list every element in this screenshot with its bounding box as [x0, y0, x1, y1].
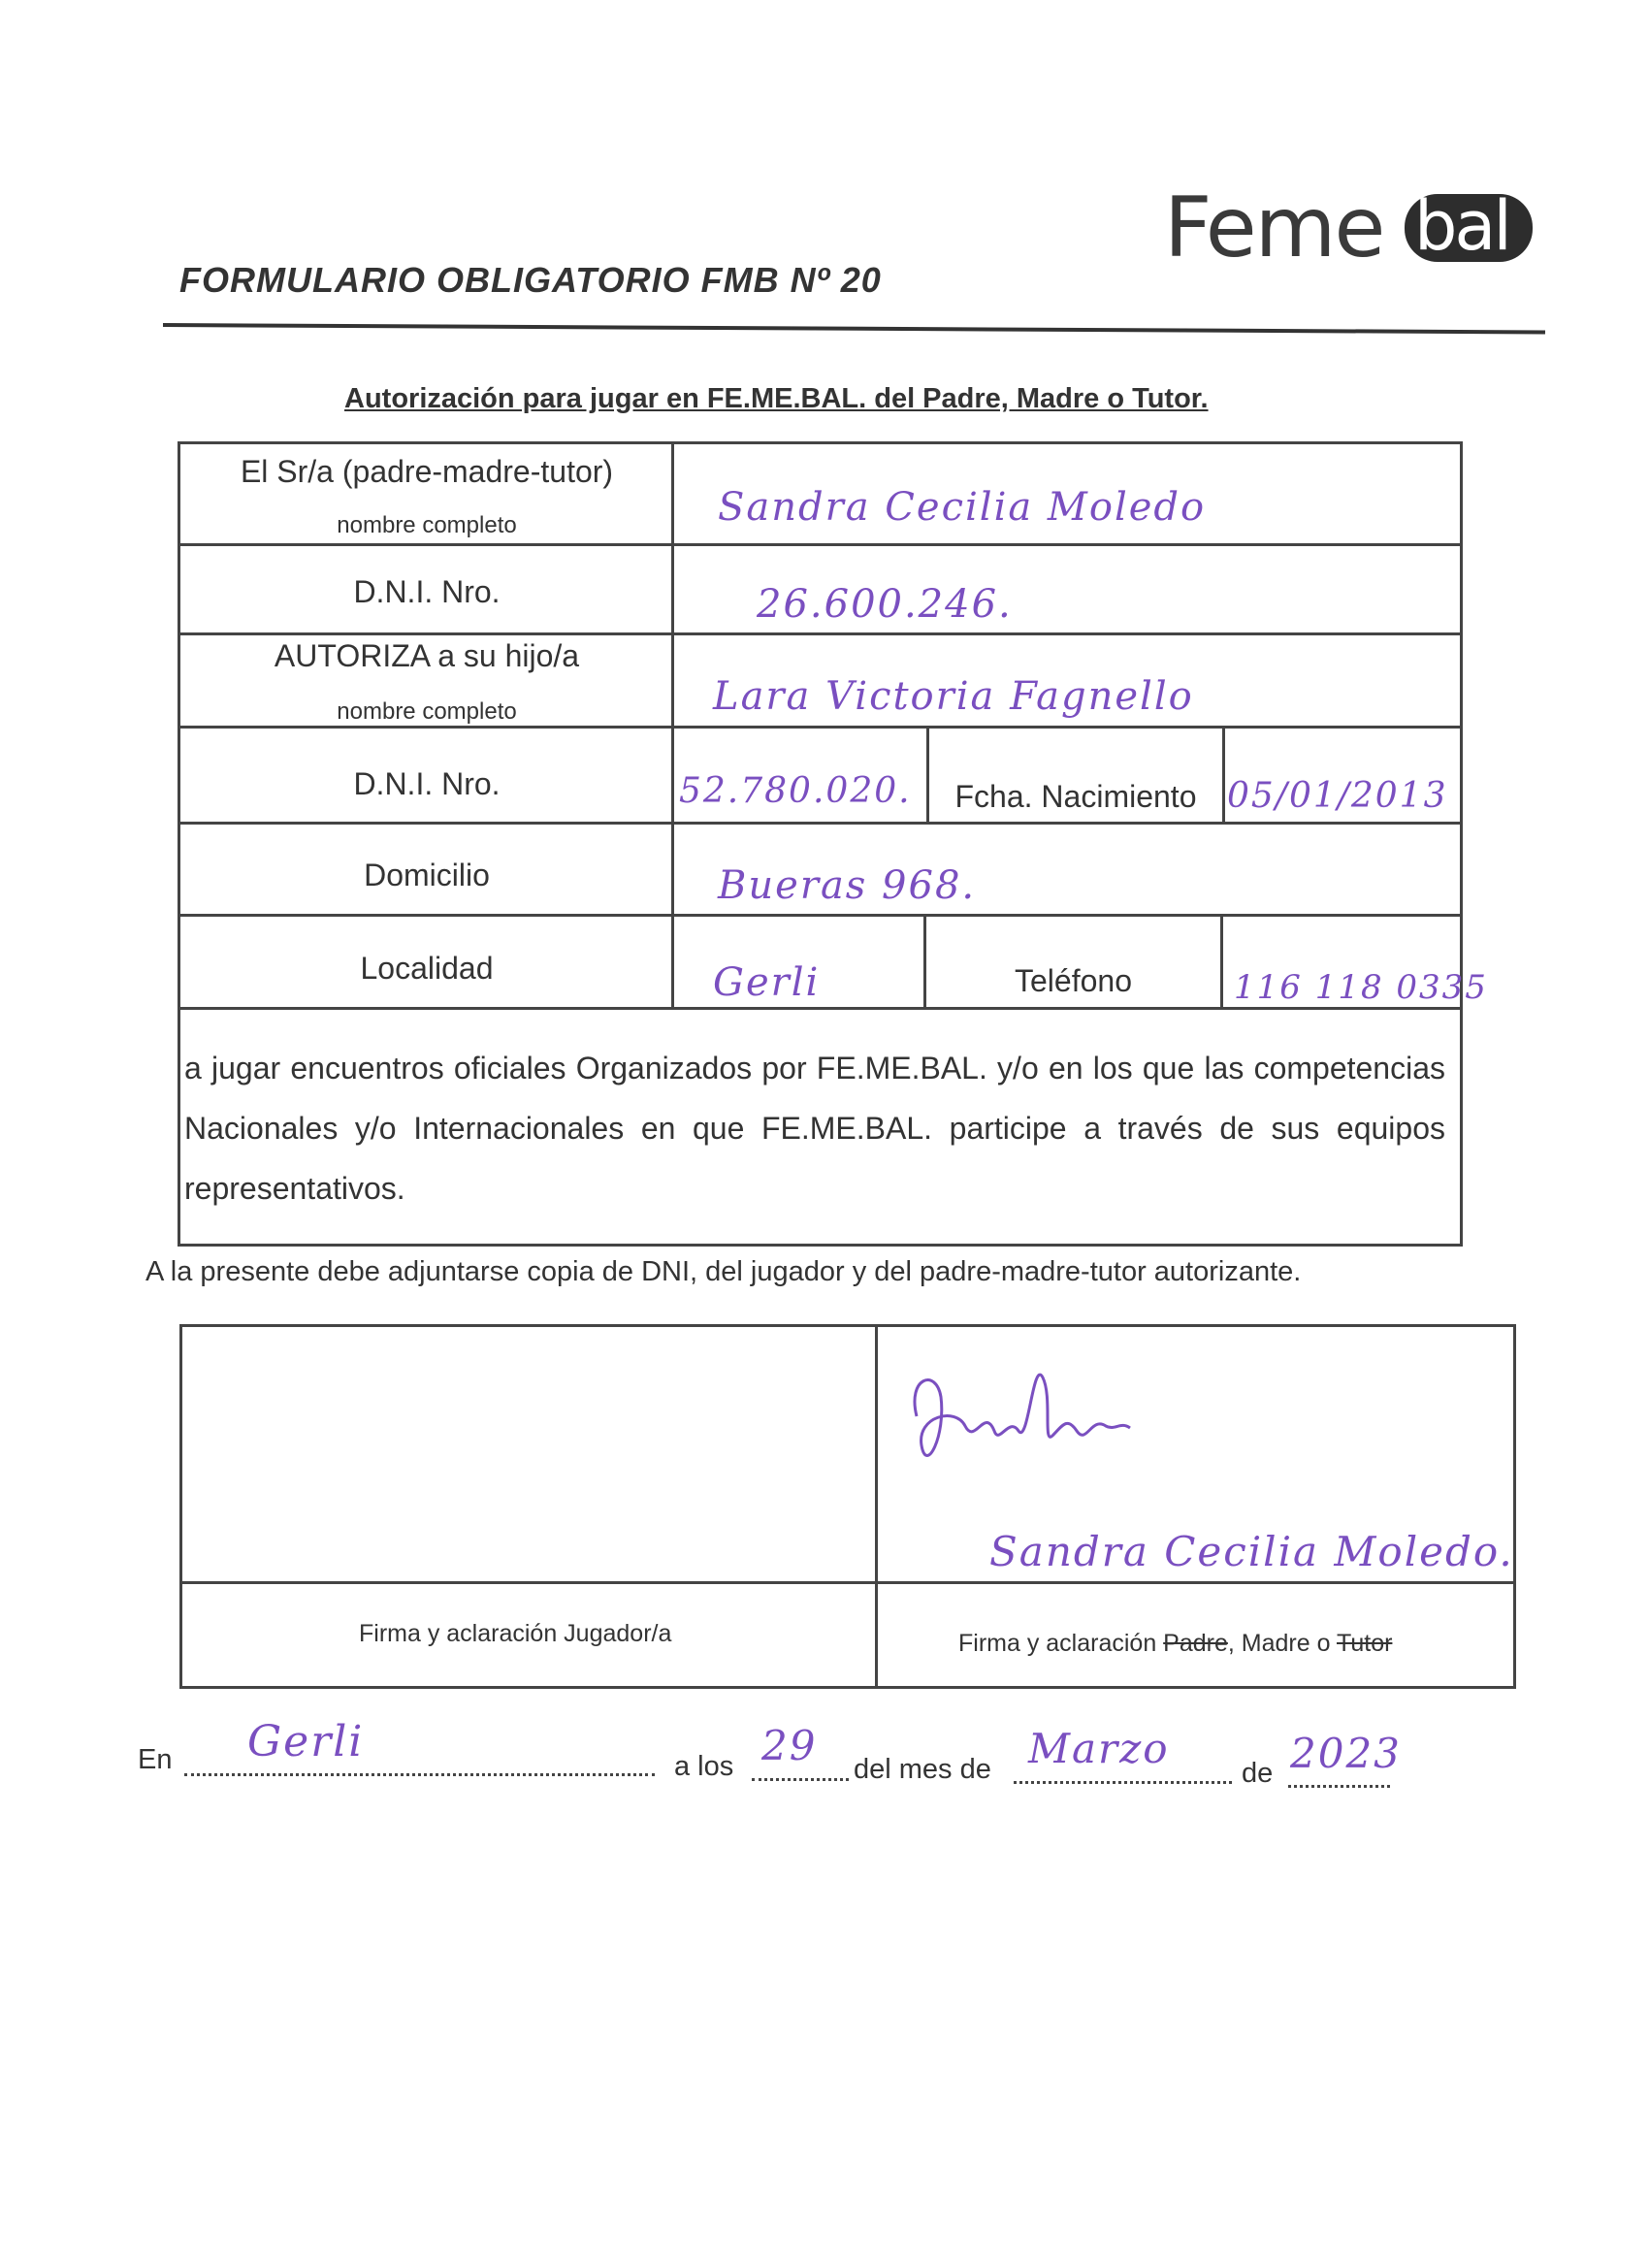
sig-row-divider [179, 1581, 1516, 1584]
phone-label-divider-right [1220, 914, 1223, 1009]
table-border-left [178, 441, 180, 1247]
mes-label: del mes de [854, 1754, 991, 1785]
parent-sig-prefix: Firma y aclaración [958, 1630, 1164, 1657]
year-dots [1288, 1785, 1390, 1788]
birth-label-divider-right [1222, 726, 1225, 822]
city-label: Localidad [360, 951, 494, 986]
en-label: En [138, 1744, 173, 1775]
address-label: Domicilio [364, 858, 490, 892]
form-number: FORMULARIO OBLIGATORIO FMB Nº 20 [179, 260, 882, 300]
header-divider [163, 323, 1545, 334]
sig-border-top [179, 1324, 1516, 1327]
table-border-bottom [178, 1244, 1463, 1247]
city-value: Gerli [713, 960, 821, 1005]
parent-label-text: El Sr/a (padre-madre-tutor) [240, 454, 614, 489]
row-divider-6 [178, 1007, 1463, 1010]
parent-sublabel: nombre completo [337, 512, 517, 538]
address-value: Bueras 968. [718, 863, 977, 908]
femebal-logo [1164, 175, 1533, 281]
place-value: Gerli [247, 1717, 365, 1766]
table-border-top [178, 441, 1460, 444]
child-sublabel: nombre completo [337, 698, 517, 725]
row-divider-4 [178, 822, 1463, 825]
child-dni-value: 52.780.020. [679, 771, 912, 811]
de-label: de [1242, 1758, 1274, 1789]
attachment-note: A la presente debe adjuntarse copia de DNI, del jugador y del padre-madre-tutor autorizante. [146, 1256, 1302, 1287]
parent-signature-label [958, 1630, 1392, 1658]
logo-box [1405, 186, 1533, 266]
parent-signature [897, 1339, 1208, 1513]
authorization-text: a jugar encuentros oficiales Organizados por FE.ME.BAL. y/o en los que las competencias Nacionales y/o Internacionales en que FE.ME.BAL. participe a través de sus equipos representativos. [184, 1051, 1445, 1206]
player-signature-label: Firma y aclaración Jugador/a [359, 1620, 672, 1647]
row-divider-5 [178, 914, 1463, 917]
parent-label [184, 454, 669, 490]
birth-value: 05/01/2013 [1227, 776, 1448, 816]
year-value: 2023 [1290, 1730, 1402, 1777]
sig-border-bottom [179, 1686, 1516, 1689]
a-los-label: a los [674, 1751, 734, 1782]
form-title: Autorización para jugar en FE.ME.BAL. del Padre, Madre o Tutor. [344, 383, 1209, 414]
logo-boxed-text: bal [1414, 186, 1509, 266]
day-value: 29 [761, 1722, 818, 1769]
parent-sig-struck-padre: Padre [1163, 1630, 1228, 1657]
parent-sig-struck-tutor: Tutor [1337, 1630, 1393, 1657]
sig-border-right [1513, 1324, 1516, 1688]
sig-border-left [179, 1324, 182, 1688]
place-dots [184, 1773, 655, 1776]
row-divider-1 [178, 543, 1463, 546]
day-dots [752, 1778, 849, 1781]
child-name-value: Lara Victoria Fagnello [713, 674, 1194, 719]
row-divider-2 [178, 632, 1463, 635]
parent-signature-clarification: Sandra Cecilia Moledo. [989, 1528, 1514, 1575]
parent-dni-value: 26.600.246. [757, 582, 1013, 627]
sig-col-divider [875, 1324, 878, 1688]
phone-value: 116 118 0335 [1234, 968, 1488, 1007]
child-label: AUTORIZA a su hijo/a [274, 638, 580, 673]
row-divider-3 [178, 726, 1463, 729]
birth-label: Fcha. Nacimiento [954, 779, 1197, 814]
table-border-right [1460, 441, 1463, 1247]
phone-label: Teléfono [1015, 963, 1132, 998]
month-dots [1014, 1781, 1232, 1784]
month-value: Marzo [1028, 1725, 1170, 1772]
logo-prefix: Feme [1164, 179, 1384, 276]
child-dni-label: D.N.I. Nro. [353, 766, 501, 801]
parent-name-value: Sandra Cecilia Moledo [718, 485, 1207, 530]
parent-sig-middle: , Madre o [1227, 1630, 1337, 1657]
parent-dni-label: D.N.I. Nro. [353, 574, 501, 609]
